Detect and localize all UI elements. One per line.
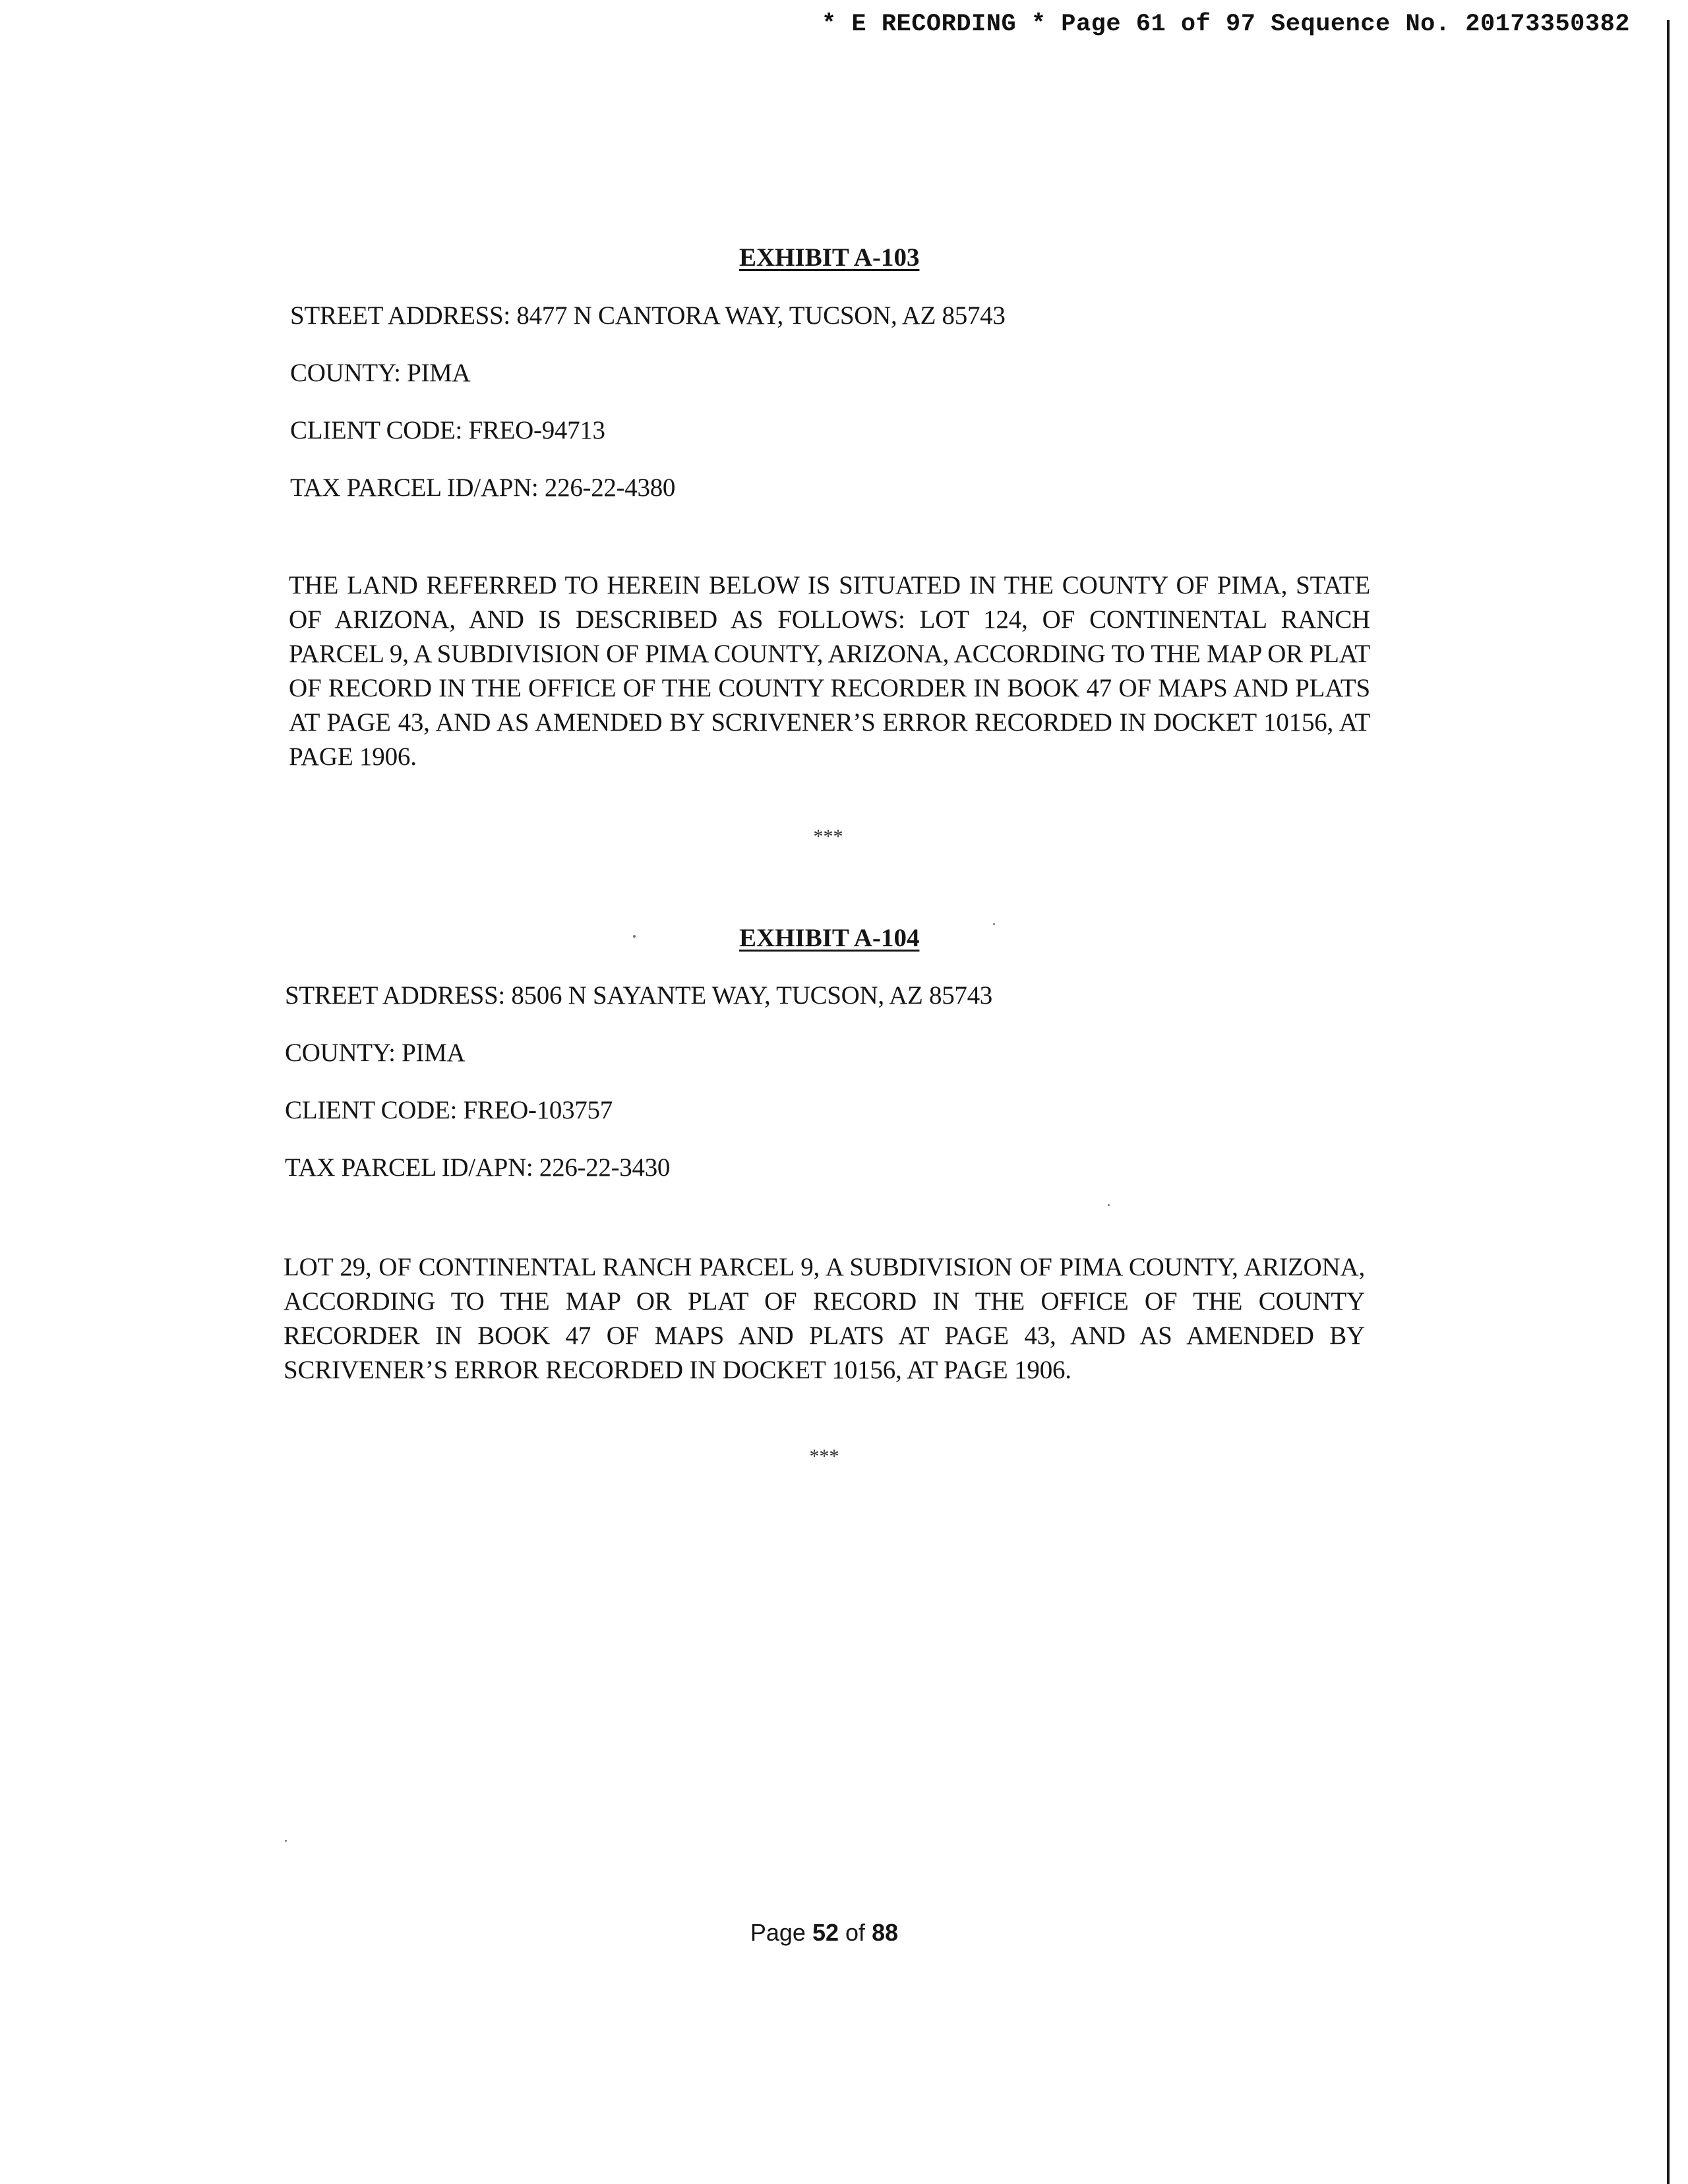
street-address: STREET ADDRESS: 8506 N SAYANTE WAY, TUCSON, AZ 85743: [285, 981, 992, 1010]
footer-of-word: of: [845, 1919, 866, 1946]
scan-speck: [633, 935, 636, 938]
section-separator: ***: [813, 826, 843, 847]
exhibit-title: EXHIBIT A-104: [739, 924, 920, 952]
legal-description: THE LAND REFERRED TO HEREIN BELOW IS SITUATED IN THE COUNTY OF PIMA, STATE OF ARIZONA, AND IS DESCRIBED AS FOLLOWS: LOT 124, OF CONTINENTAL RANCH PARCEL 9, A SUBDIVISION OF PIMA COUNTY, ARIZONA, ACCORDING TO THE MAP OR PLAT OF RECORD IN THE OFFICE OF THE COUNTY RECORDER IN BOOK 47 OF MAPS AND PLATS AT PAGE 43, AND AS AMENDED BY SCRIVENER’S ERROR RECORDED IN DOCKET 10156, AT PAGE 1906.: [289, 571, 1370, 771]
client-code: CLIENT CODE: FREO-103757: [285, 1096, 613, 1124]
scan-speck: [1108, 1204, 1110, 1206]
footer-page-total: 88: [872, 1919, 899, 1946]
page-edge-line: [1667, 20, 1670, 2184]
street-address: STREET ADDRESS: 8477 N CANTORA WAY, TUCSON, AZ 85743: [290, 301, 1006, 330]
county: COUNTY: PIMA: [285, 1039, 466, 1067]
section-separator: ***: [809, 1445, 839, 1467]
footer-page-current: 52: [812, 1919, 839, 1946]
county: COUNTY: PIMA: [290, 359, 471, 387]
exhibit-title: EXHIBIT A-103: [739, 243, 920, 272]
tax-parcel-id: TAX PARCEL ID/APN: 226-22-4380: [290, 473, 676, 502]
legal-description: LOT 29, OF CONTINENTAL RANCH PARCEL 9, A SUBDIVISION OF PIMA COUNTY, ARIZONA, ACCORDING TO THE MAP OR PLAT OF RECORD IN THE OFFICE OF THE COUNTY RECORDER IN BOOK 47 OF MAPS AND PLATS AT PAGE 43, AND AS AMENDED BY SCRIVENER’S ERROR RECORDED IN DOCKET 10156, AT PAGE 1906.: [284, 1253, 1365, 1384]
footer-page-word: Page: [750, 1919, 806, 1946]
scan-speck: [993, 923, 995, 925]
page-number-footer: [0, 1919, 1648, 1947]
client-code: CLIENT CODE: FREO-94713: [290, 416, 605, 444]
recording-stamp: * E RECORDING * Page 61 of 97 Sequence No. 20173350382: [822, 11, 1630, 38]
tax-parcel-id: TAX PARCEL ID/APN: 226-22-3430: [285, 1153, 671, 1182]
scan-speck: [285, 1840, 287, 1842]
